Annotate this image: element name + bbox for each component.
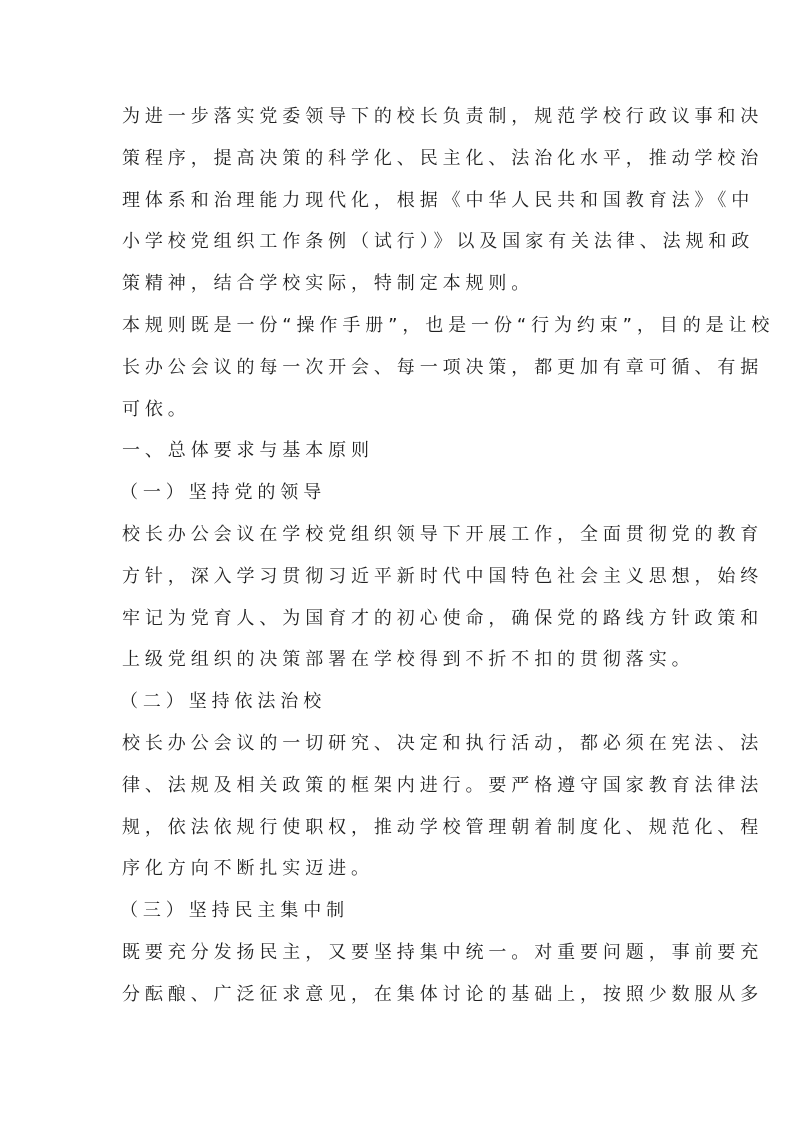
rule-of-law-paragraph-line: 规，依法依规行使职权，推动学校管理朝着制度化、规范化、程 bbox=[122, 816, 764, 838]
subsection-heading-party-leadership: （一）坚持党的领导 bbox=[120, 482, 327, 504]
intro-paragraph-line: 策程序，提高决策的科学化、民主化、法治化水平，推动学校治 bbox=[122, 147, 764, 169]
rule-of-law-paragraph-line: 校长办公会议的一切研究、决定和执行活动，都必须在宪法、法 bbox=[122, 732, 764, 754]
subsection-heading-rule-of-law: （二）坚持依法治校 bbox=[120, 691, 327, 713]
rule-of-law-paragraph-line: 序化方向不断扎实迈进。 bbox=[122, 858, 374, 880]
intro-paragraph-line: 小学校党组织工作条例（试行）》以及国家有关法律、法规和政 bbox=[122, 231, 755, 253]
intro-paragraph-line: 策精神，结合学校实际，特制定本规则。 bbox=[122, 273, 535, 295]
party-leadership-paragraph-line: 上级党组织的决策部署在学校得到不折不扣的贯彻落实。 bbox=[122, 649, 695, 671]
intro-paragraph-line: 为进一步落实党委领导下的校长负责制，规范学校行政议事和决 bbox=[122, 106, 764, 127]
party-leadership-paragraph-line: 校长办公会议在学校党组织领导下开展工作，全面贯彻党的教育 bbox=[122, 523, 764, 545]
party-leadership-paragraph-line: 方针，深入学习贯彻习近平新时代中国特色社会主义思想，始终 bbox=[122, 565, 764, 587]
rule-of-law-paragraph-line: 律、法规及相关政策的框架内进行。要严格遵守国家教育法律法 bbox=[122, 774, 764, 796]
intro-paragraph-line: 理体系和治理能力现代化，根据《中华人民共和国教育法》《中 bbox=[122, 189, 755, 211]
subsection-heading-democratic-centralism: （三）坚持民主集中制 bbox=[120, 900, 349, 922]
section-heading: 一、总体要求与基本原则 bbox=[122, 440, 374, 462]
purpose-paragraph-line: 可依。 bbox=[122, 398, 191, 420]
purpose-paragraph-line: 长办公会议的每一次开会、每一项决策，都更加有章可循、有据 bbox=[122, 356, 764, 378]
democratic-centralism-paragraph-line: 既要充分发扬民主，又要坚持集中统一。对重要问题，事前要充 bbox=[122, 941, 764, 963]
party-leadership-paragraph-line: 牢记为党育人、为国育才的初心使命，确保党的路线方针政策和 bbox=[122, 607, 764, 629]
purpose-paragraph-line: 本规则既是一份“操作手册”，也是一份“行为约束”，目的是让校 bbox=[122, 314, 775, 336]
document-body bbox=[120, 96, 775, 1016]
democratic-centralism-paragraph-line: 分酝酿、广泛征求意见，在集体讨论的基础上，按照少数服从多 bbox=[122, 983, 764, 1005]
